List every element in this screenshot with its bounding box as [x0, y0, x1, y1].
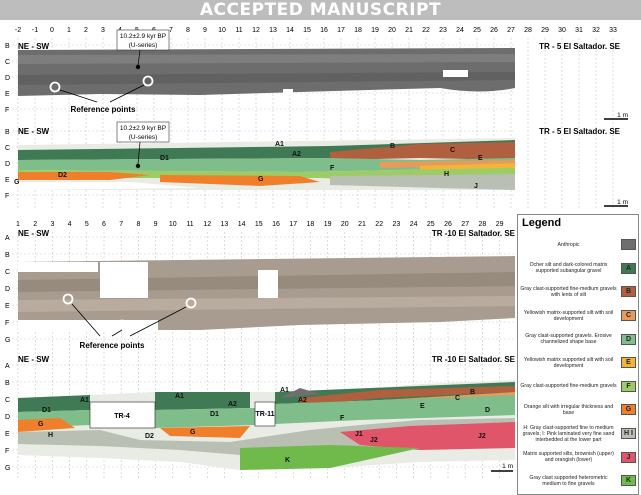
- top-tick-label: 16: [320, 27, 328, 34]
- top-tick-label: 13: [269, 27, 277, 34]
- row-letter: F: [5, 193, 10, 200]
- panel2-unit-label: G: [14, 179, 20, 186]
- panel2-section: [18, 138, 515, 190]
- panel2-title: TR - 5 El Saltador. SE: [539, 127, 620, 136]
- panel3-reference-label: Reference points: [79, 341, 145, 350]
- legend-item-text: Anthropic: [557, 241, 580, 248]
- panel4-title: TR -10 El Saltador. SE: [431, 355, 515, 364]
- bottom-tick-label: 24: [409, 221, 418, 228]
- legend-swatch: D: [621, 334, 636, 345]
- bottom-tick-label: 25: [426, 221, 435, 228]
- top-tick-label: 22: [422, 27, 430, 34]
- row-letter: E: [5, 303, 10, 310]
- row-letter: F: [5, 448, 10, 455]
- legend-item-text: Orange silt with irregular thickness and base: [523, 403, 614, 416]
- legend-item-text: Matrix supported silts, brownish (upper) and orangish (lower): [523, 451, 614, 464]
- top-tick-label: 20: [388, 27, 396, 34]
- panel2-orientation: NE - SW: [18, 127, 50, 136]
- bottom-tick-label: 23: [392, 221, 401, 228]
- top-tick-label: 21: [405, 27, 413, 34]
- panel4-unit-label: J2: [478, 433, 486, 440]
- bottom-tick-label: 22: [375, 221, 384, 228]
- top-tick-label: 2: [84, 27, 88, 34]
- panel4-unit-label: G: [38, 421, 44, 428]
- panel1-date: 10.2±2.9 kyr BP: [119, 33, 167, 40]
- top-tick-label: 14: [286, 27, 294, 34]
- panel2-useries: (U-series): [128, 134, 158, 141]
- panel2-unit-label: D1: [160, 155, 169, 162]
- top-tick-label: 23: [439, 27, 447, 34]
- legend-item: [518, 398, 638, 422]
- bottom-tick-label: 3: [50, 221, 55, 228]
- legend-item: [518, 469, 638, 493]
- row-letter: C: [5, 269, 11, 276]
- panel1-title: TR - 5 El Saltador. SE: [539, 42, 620, 51]
- legend-item: [518, 327, 638, 351]
- row-letter: C: [5, 145, 11, 152]
- top-tick-label: 32: [592, 27, 600, 34]
- legend-item: [518, 257, 638, 281]
- bottom-tick-label: 16: [272, 221, 280, 228]
- top-tick-label: -2: [14, 27, 22, 34]
- panel4-unit-label: A2: [228, 401, 237, 408]
- row-letter: F: [5, 320, 10, 327]
- bottom-tick-label: 26: [444, 221, 452, 228]
- panel4-unit-label: F: [340, 415, 345, 422]
- row-letter: A: [5, 235, 10, 242]
- legend-item: [518, 445, 638, 469]
- bottom-tick-label: 17: [289, 221, 298, 228]
- legend-swatch: J: [621, 452, 636, 463]
- panel4-unit-label: K: [285, 457, 291, 464]
- row-letter: B: [5, 129, 10, 136]
- top-tick-label: 7: [169, 27, 173, 34]
- panel2-unit-label: A2: [292, 151, 301, 158]
- panel4-unit-label: J1: [355, 431, 363, 438]
- panel3-orientation: NE - SW: [18, 229, 50, 238]
- top-tick-label: 3: [101, 27, 105, 34]
- bottom-tick-label: 29: [495, 221, 504, 228]
- panel2-unit-label: E: [478, 155, 483, 162]
- legend-item-text: Gray clast-supported fine-medium gravels: [520, 383, 617, 390]
- panel4-unit-label: J2: [370, 437, 378, 444]
- row-letter: D: [5, 75, 11, 82]
- legend-item-text: Yellowish matrix supported silt with soil development: [523, 356, 614, 369]
- legend-swatch: [621, 239, 636, 250]
- bottom-tick-label: 21: [358, 221, 366, 228]
- bottom-tick-label: 14: [237, 221, 246, 228]
- panel1-photo: [18, 48, 515, 96]
- top-tick-label: 11: [235, 27, 243, 34]
- row-letter: C: [5, 397, 11, 404]
- panel2-unit-label: H: [444, 171, 450, 178]
- panel2-unit-label: C: [450, 147, 456, 154]
- top-tick-label: 25: [473, 27, 481, 34]
- panel2-unit-label: F: [330, 165, 335, 172]
- bottom-tick-label: 1: [16, 221, 20, 228]
- bottom-tick-label: 8: [136, 221, 141, 228]
- top-tick-label: 17: [337, 27, 345, 34]
- panel4-unit-label: D: [485, 407, 491, 414]
- bottom-tick-label: 10: [168, 221, 177, 228]
- panel4-tr11-label: TR-11: [255, 411, 275, 418]
- bottom-tick-label: 12: [203, 221, 212, 228]
- bottom-tick-label: 28: [478, 221, 487, 228]
- panel4-scale-label: 1 m: [502, 463, 513, 470]
- row-letter: D: [5, 286, 11, 293]
- panel3-title: TR -10 El Saltador. SE: [431, 229, 515, 238]
- row-letter: G: [5, 337, 11, 344]
- panel1-scale-label: 1 m: [617, 112, 628, 119]
- legend-swatch: E: [621, 357, 636, 368]
- bottom-tick-label: 7: [119, 221, 124, 228]
- top-tick-label: 9: [203, 27, 207, 34]
- legend-swatch: G: [621, 404, 636, 415]
- panel4-unit-label: G: [190, 429, 196, 436]
- row-letter: D: [5, 161, 11, 168]
- legend-swatch: C: [621, 310, 636, 321]
- bottom-meter-scale: [16, 221, 504, 228]
- row-letter: B: [5, 43, 10, 50]
- top-tick-label: 24: [456, 27, 464, 34]
- top-meter-scale: [15, 27, 617, 34]
- legend-item: [518, 351, 638, 375]
- top-tick-label: 8: [186, 27, 190, 34]
- bottom-tick-label: 20: [340, 221, 349, 228]
- top-tick-label: 29: [541, 27, 549, 34]
- panel4-unit-label: A2: [298, 397, 307, 404]
- bottom-tick-label: 2: [33, 221, 38, 228]
- bottom-tick-label: 11: [186, 221, 194, 228]
- row-letter: E: [5, 431, 10, 438]
- legend-swatch: A: [621, 263, 636, 274]
- legend-swatch: F: [621, 381, 636, 392]
- top-tick-label: 26: [490, 27, 498, 34]
- panel4-unit-label: A1: [280, 387, 289, 394]
- bottom-tick-label: 15: [254, 221, 263, 228]
- panel2-unit-label: A1: [275, 141, 284, 148]
- legend-item: [518, 280, 638, 304]
- row-letter: G: [5, 465, 11, 472]
- legend-swatch: B: [621, 286, 636, 297]
- bottom-tick-label: 18: [306, 221, 315, 228]
- panel4-section: [18, 380, 515, 470]
- panel2-unit-label: J: [474, 183, 478, 190]
- legend-item: [518, 422, 638, 446]
- top-tick-label: 0: [50, 27, 54, 34]
- legend-swatch: K: [621, 475, 636, 486]
- top-tick-label: -1: [31, 27, 39, 34]
- legend-title: Legend: [522, 217, 562, 229]
- row-letter: A: [5, 363, 10, 370]
- panel1-sample-point: [136, 65, 140, 69]
- legend-item-text: Gray clast-supported gravels. Erosive channelized shape base: [525, 333, 612, 346]
- panel4-unit-label: D1: [42, 407, 51, 414]
- row-letter: F: [5, 107, 10, 114]
- legend-item: [518, 233, 638, 257]
- top-tick-label: 27: [507, 27, 515, 34]
- top-tick-label: 19: [371, 27, 379, 34]
- legend-item: [518, 304, 638, 328]
- panel4-unit-label: A1: [80, 397, 89, 404]
- bottom-tick-label: 5: [84, 221, 89, 228]
- panel4-unit-label: D1: [210, 411, 219, 418]
- legend-item-text: Yellowish matrix-supported silt with soil development: [523, 309, 614, 322]
- panel1-reference-label: Reference points: [70, 105, 136, 114]
- panel2-unit-label: D2: [58, 172, 67, 179]
- top-tick-label: 10: [218, 27, 226, 34]
- legend-item-text: Ocher silt and dark-colored matrix supported subangular gravel: [529, 262, 608, 275]
- panel1-orientation: NE - SW: [18, 42, 50, 51]
- panel2-date: 10.2±2.9 kyr BP: [119, 125, 167, 132]
- legend-item-text: H: Gray clast-supported fine to medium gravels; I: Pink laminated very fine sand interbedded at the lower part: [522, 424, 615, 443]
- bottom-tick-label: 27: [461, 221, 470, 228]
- top-tick-label: 15: [303, 27, 311, 34]
- accepted-manuscript-banner: ACCEPTED MANUSCRIPT: [0, 0, 641, 20]
- top-tick-label: 12: [252, 27, 260, 34]
- legend-box: [517, 214, 639, 495]
- panel4-tr4-label: TR-4: [114, 413, 130, 420]
- legend-item-text: Gray clast-supported fine-medium gravels with lents of silt: [520, 285, 617, 298]
- legend-swatch: H I: [621, 428, 636, 439]
- top-tick-label: 33: [609, 27, 617, 34]
- bottom-tick-label: 6: [102, 221, 106, 228]
- panel3-photo: [18, 256, 515, 332]
- row-letter: B: [5, 380, 10, 387]
- panel4-unit-label: A1: [175, 393, 184, 400]
- row-letter: E: [5, 91, 10, 98]
- top-tick-label: 28: [524, 27, 532, 34]
- bottom-tick-label: 4: [67, 221, 72, 228]
- bottom-tick-label: 13: [220, 221, 229, 228]
- panel4-unit-label: C: [455, 395, 461, 402]
- row-letter: D: [5, 414, 11, 421]
- panel2-unit-label: G: [258, 176, 264, 183]
- row-letter: C: [5, 59, 11, 66]
- panel2-scale-label: 1 m: [617, 199, 628, 206]
- panel4-unit-label: B: [470, 389, 476, 396]
- top-tick-label: 30: [558, 27, 566, 34]
- legend-item: [518, 375, 638, 399]
- row-letter: B: [5, 252, 10, 259]
- bottom-tick-label: 19: [323, 221, 332, 228]
- top-tick-label: 18: [354, 27, 362, 34]
- panel4-unit-label: D2: [145, 433, 154, 440]
- top-tick-label: 1: [67, 27, 71, 34]
- bottom-tick-label: 9: [153, 221, 158, 228]
- panel4-orientation: NE - SW: [18, 355, 50, 364]
- row-letter: E: [5, 177, 10, 184]
- panel2-sample-point: [136, 164, 140, 168]
- top-tick-label: 31: [575, 27, 583, 34]
- legend-item-text: Gray clast supported heterometric medium to fine gravels: [529, 474, 608, 487]
- panel1-useries: (U-series): [128, 42, 158, 49]
- panel4-unit-label: E: [420, 403, 425, 410]
- panel4-unit-label: H: [48, 432, 54, 439]
- panel2-unit-label: B: [390, 143, 396, 150]
